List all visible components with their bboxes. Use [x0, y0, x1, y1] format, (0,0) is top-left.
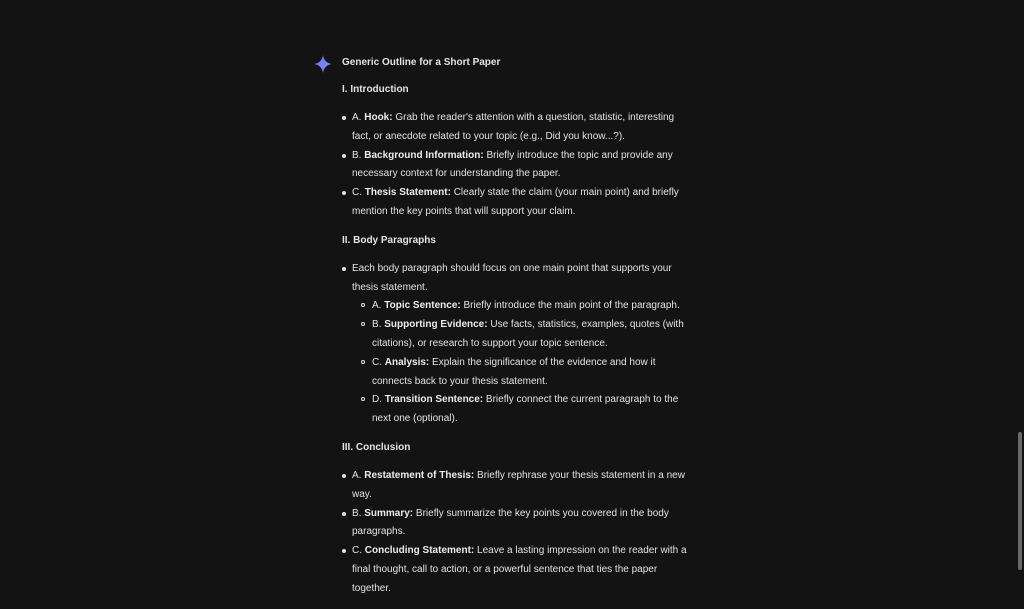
list-item: B. Background Information: Briefly introduce the topic and provide any necessary context for understanding the paper. — [342, 147, 692, 185]
response-title: Generic Outline for a Short Paper — [342, 57, 501, 68]
list-item: B. Supporting Evidence: Use facts, statistics, examples, quotes (with citations), or research to support your topic sentence. — [352, 316, 692, 354]
gemini-sparkle-icon — [313, 54, 333, 74]
list-item: C. Concluding Statement: Leave a lasting impression on the reader with a final thought, call to action, or a powerful sentence that ties the paper together. — [342, 542, 692, 598]
conclusion-list — [342, 467, 692, 599]
assistant-response — [342, 54, 692, 609]
list-item: C. Thesis Statement: Clearly state the claim (your main point) and briefly mention the key points that will support your claim. — [342, 184, 692, 222]
list-item: A. Hook: Grab the reader's attention with a question, statistic, interesting fact, or anecdote related to your topic (e.g., Did you know...?). — [342, 109, 692, 147]
scrollbar-thumb[interactable] — [1018, 432, 1022, 570]
list-item: B. Summary: Briefly summarize the key points you covered in the body paragraphs. — [342, 505, 692, 543]
section-heading-conclusion: III. Conclusion — [342, 441, 411, 453]
body-paragraphs-intro: Each body paragraph should focus on one main point that supports your thesis statement. — [352, 262, 672, 293]
body-paragraphs-sublist — [352, 297, 692, 429]
list-item: A. Topic Sentence: Briefly introduce the main point of the paragraph. — [352, 297, 692, 316]
body-paragraphs-list — [342, 260, 692, 429]
list-item: C. Analysis: Explain the significance of the evidence and how it connects back to your thesis statement. — [352, 354, 692, 392]
list-item — [342, 260, 692, 429]
section-heading-introduction: I. Introduction — [342, 84, 409, 95]
introduction-list — [342, 109, 692, 222]
scrollbar[interactable] — [1016, 0, 1024, 576]
list-item: D. Transition Sentence: Briefly connect the current paragraph to the next one (optional). — [352, 391, 692, 429]
list-item: A. Restatement of Thesis: Briefly rephrase your thesis statement in a new way. — [342, 467, 692, 505]
section-heading-body-paragraphs: II. Body Paragraphs — [342, 234, 436, 246]
